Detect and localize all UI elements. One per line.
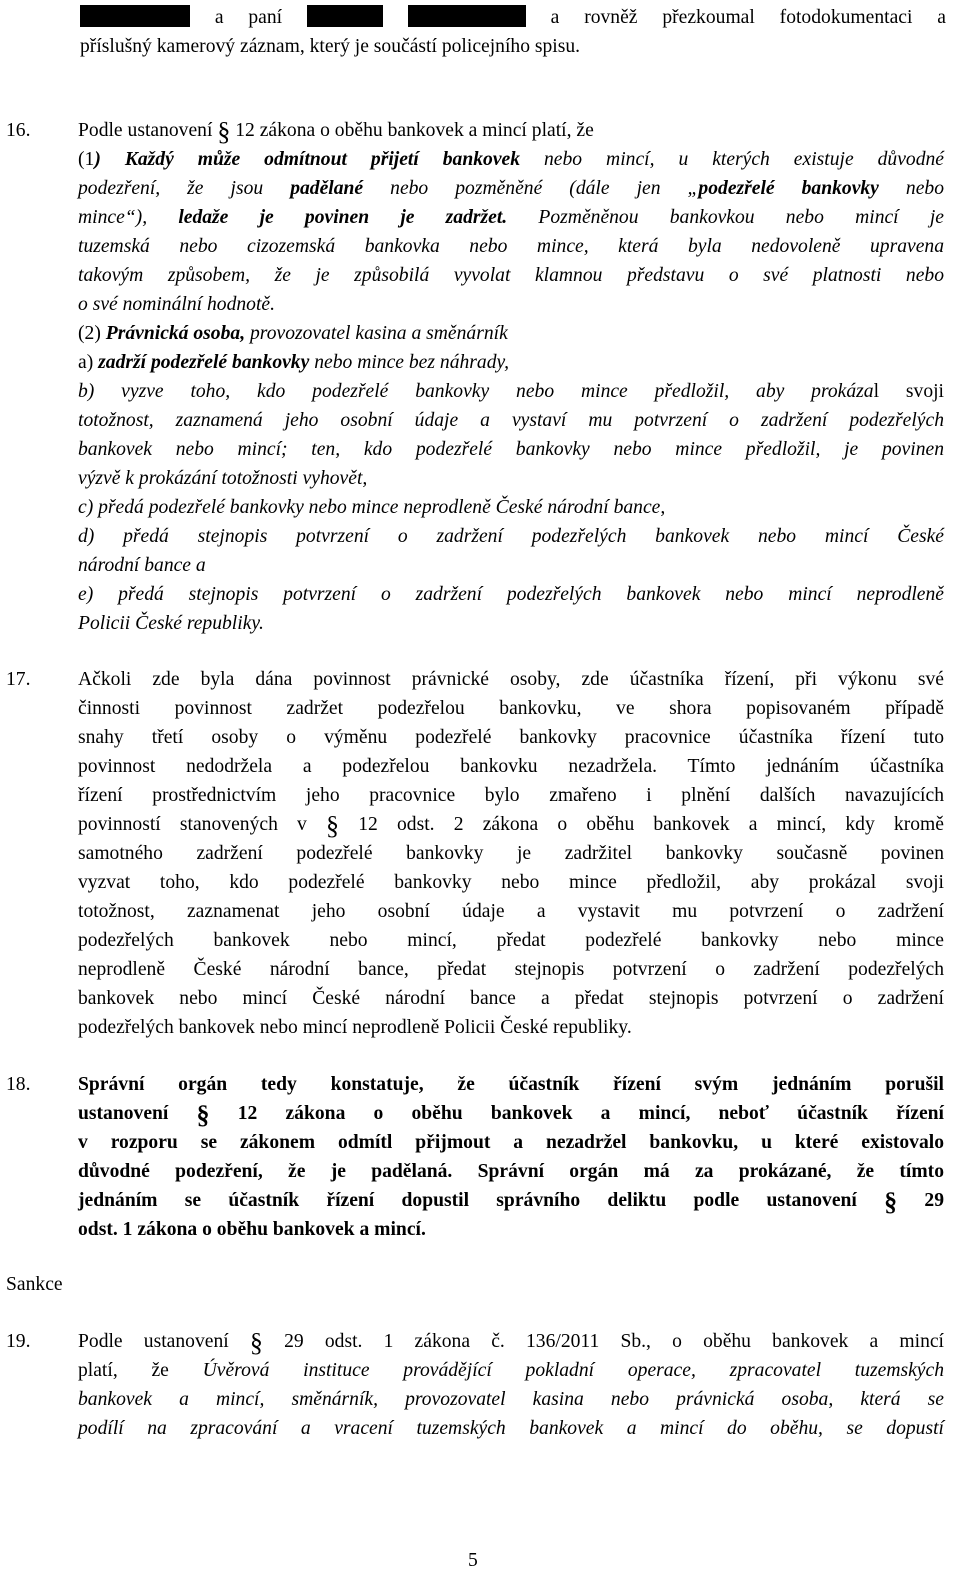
p16-line-4 <box>78 204 944 233</box>
paragraph-number-16: 16. <box>6 120 31 141</box>
p16-line-2 <box>78 146 944 175</box>
top-line-2: příslušný kamerový záznam, který je součástí policejního spisu. <box>80 36 581 57</box>
italic-span: Úvěrová instituce provádějící pokladní operace, zpracovatel tuzemských <box>202 1360 945 1381</box>
p18-line-2 <box>78 1100 944 1129</box>
top-line-1 <box>80 4 946 33</box>
redaction-bar <box>307 5 383 27</box>
p17-line-12: bankovek nebo mincí České národní bance a předat stejnopis potvrzení o zadržení <box>78 988 944 1009</box>
p18-line-6: odst. 1 zákona o oběhu bankovek a mincí. <box>78 1219 426 1240</box>
p18-line-3: v rozporu se zákonem odmítl přijmout a nezadržel bankovku, u které existovalo <box>78 1132 944 1153</box>
text-span: 29 <box>924 1190 944 1211</box>
italic-span: Pozměněnou bankovkou nebo mincí je <box>538 207 944 228</box>
text-span: 29 odst. 1 zákona č. 136/2011 Sb., o oběhu bankovek a mincí <box>284 1331 945 1352</box>
italic-span: nebo mincí, u kterých existuje důvodné <box>544 149 944 170</box>
italic-span: b) vyzve toho, kdo podezřelé bankovky nebo mince předložil, aby prokáza <box>78 381 874 402</box>
italic-span: nebo pozměněné (dále jen „ <box>390 178 699 199</box>
text-span: (1 <box>78 149 95 170</box>
text-span: l svoji <box>873 381 944 402</box>
section-sign: § <box>217 117 231 146</box>
p18-line-4: důvodné podezření, že je padělaná. Správní orgán má za prokázané, že tímto <box>78 1161 944 1182</box>
bold-italic-span: podezřelé bankovky <box>698 178 879 199</box>
section-sign: § <box>884 1187 898 1216</box>
section-sign: § <box>196 1100 210 1129</box>
p16-line-11: totožnost, zaznamená jeho osobní údaje a vystaví mu potvrzení o zadržení podezřelých <box>78 410 944 431</box>
paragraph-number-19: 19. <box>6 1331 31 1352</box>
p16-line-17: e) předá stejnopis potvrzení o zadržení podezřelých bankovek nebo mincí neprodleně <box>78 584 944 605</box>
redaction-bar <box>80 5 190 27</box>
p16-line-12: bankovek nebo mincí; ten, kdo podezřelé bankovky nebo mince předložil, je povinen <box>78 439 944 460</box>
p16-line-7: o své nominální hodnotě. <box>78 294 275 315</box>
p16-line-6: takovým způsobem, že je způsobilá vyvolat klamnou představu o své platnosti nebo <box>78 265 944 286</box>
italic-span: nebo <box>905 178 944 199</box>
p18-line-1: Správní orgán tedy konstatuje, že účastník řízení svým jednáním porušil <box>78 1074 944 1095</box>
p16-line-16: národní bance a <box>78 555 206 576</box>
text-span: 12 zákona o oběhu bankovek a mincí, neboť účastník řízení <box>237 1103 944 1124</box>
text-span: Podle ustanovení <box>78 120 213 141</box>
text-span: a rovněž přezkoumal fotodokumentaci a <box>550 7 946 28</box>
p16-line-8 <box>78 320 944 349</box>
text-span: a paní <box>214 7 283 28</box>
p18-line-5 <box>78 1187 944 1216</box>
p16-line-1 <box>78 117 944 146</box>
p16-line-3 <box>78 175 944 204</box>
p17-line-3: snahy třetí osoby o výměnu podezřelé bankovky pracovnice účastníka řízení tuto <box>78 727 944 748</box>
p17-line-10: podezřelých bankovek nebo mincí, předat podezřelé bankovky nebo mince <box>78 930 944 951</box>
p16-line-9 <box>78 349 944 378</box>
p17-line-5: řízení prostřednictvím jeho pracovnice bylo zmařeno i plnění dalších navazujících <box>78 785 944 806</box>
p17-line-13: podezřelých bankovek nebo mincí neprodleně Policii České republiky. <box>78 1017 632 1038</box>
p17-line-9: totožnost, zaznamenat jeho osobní údaje a vystavit mu potvrzení o zadržení <box>78 901 944 922</box>
text-span: Podle ustanovení <box>78 1331 229 1352</box>
p17-line-4: povinnost nedodržela a podezřelou bankovku nezadržela. Tímto jednáním účastníka <box>78 756 944 777</box>
text-span: jednáním se účastník řízení dopustil správního deliktu podle ustanovení <box>78 1190 857 1211</box>
text-span: ustanovení <box>78 1103 169 1124</box>
section-sign: § <box>249 1328 263 1357</box>
bold-italic-span: zadrží podezřelé bankovky <box>98 352 310 373</box>
p19-line-1 <box>78 1328 944 1357</box>
italic-span: nebo mince bez náhrady, <box>314 352 510 373</box>
p16-line-5: tuzemská nebo cizozemská bankovka nebo mince, která byla nedovoleně upravena <box>78 236 944 257</box>
text-span: platí, že <box>78 1360 169 1381</box>
bold-italic-span: padělané <box>290 178 364 199</box>
italic-span: podezření, že jsou <box>78 178 264 199</box>
p17-line-8: vyzvat toho, kdo podezřelé bankovky nebo mince předložil, aby prokázal svoji <box>78 872 944 893</box>
bold-italic-span: ) Každý může odmítnout přijetí bankovek <box>94 149 521 170</box>
p17-line-2: činnosti povinnost zadržet podezřelou bankovku, ve shora popisovaném případě <box>78 698 944 719</box>
bold-italic-span: Právnická osoba, <box>105 323 246 344</box>
p16-line-13: výzvě k prokázání totožnosti vyhovět, <box>78 468 368 489</box>
paragraph-number-17: 17. <box>6 669 31 690</box>
text-span: 12 zákona o oběhu bankovek a mincí platí, že <box>235 120 594 141</box>
section-heading: Sankce <box>6 1274 63 1295</box>
p16-line-14: c) předá podezřelé bankovky nebo mince neprodleně České národní bance, <box>78 497 666 518</box>
italic-span: provozovatel kasina a směnárník <box>250 323 508 344</box>
bold-italic-span: ledaže je povinen je zadržet. <box>178 207 508 228</box>
text-span: povinností stanovených v <box>78 814 307 835</box>
italic-span: mince“), <box>78 207 148 228</box>
p17-line-1: Ačkoli zde byla dána povinnost právnické osoby, zde účastníka řízení, při výkonu své <box>78 669 944 690</box>
page-number: 5 <box>468 1550 478 1571</box>
redaction-bar <box>408 5 526 27</box>
p17-line-6 <box>78 811 944 840</box>
p19-line-3: bankovek a mincí, směnárník, provozovatel kasina nebo právnická osoba, která se <box>78 1389 944 1410</box>
paragraph-number-18: 18. <box>6 1074 31 1095</box>
p19-line-2 <box>78 1357 944 1386</box>
text-span: (2) <box>78 323 101 344</box>
p16-line-15: d) předá stejnopis potvrzení o zadržení podezřelých bankovek nebo mincí České <box>78 526 944 547</box>
p16-line-18: Policii České republiky. <box>78 613 264 634</box>
section-sign: § <box>326 811 340 840</box>
text-span: 12 odst. 2 zákona o oběhu bankovek a mincí, kdy kromě <box>358 814 944 835</box>
text-span: a) <box>78 352 94 373</box>
p19-line-4: podílí na zpracování a vracení tuzemských bankovek a mincí do oběhu, se dopustí <box>78 1418 944 1439</box>
p17-line-11: neprodleně České národní bance, předat stejnopis potvrzení o zadržení podezřelých <box>78 959 944 980</box>
p16-line-10 <box>78 378 944 407</box>
p17-line-7: samotného zadržení podezřelé bankovky je zadržitel bankovky současně povinen <box>78 843 944 864</box>
